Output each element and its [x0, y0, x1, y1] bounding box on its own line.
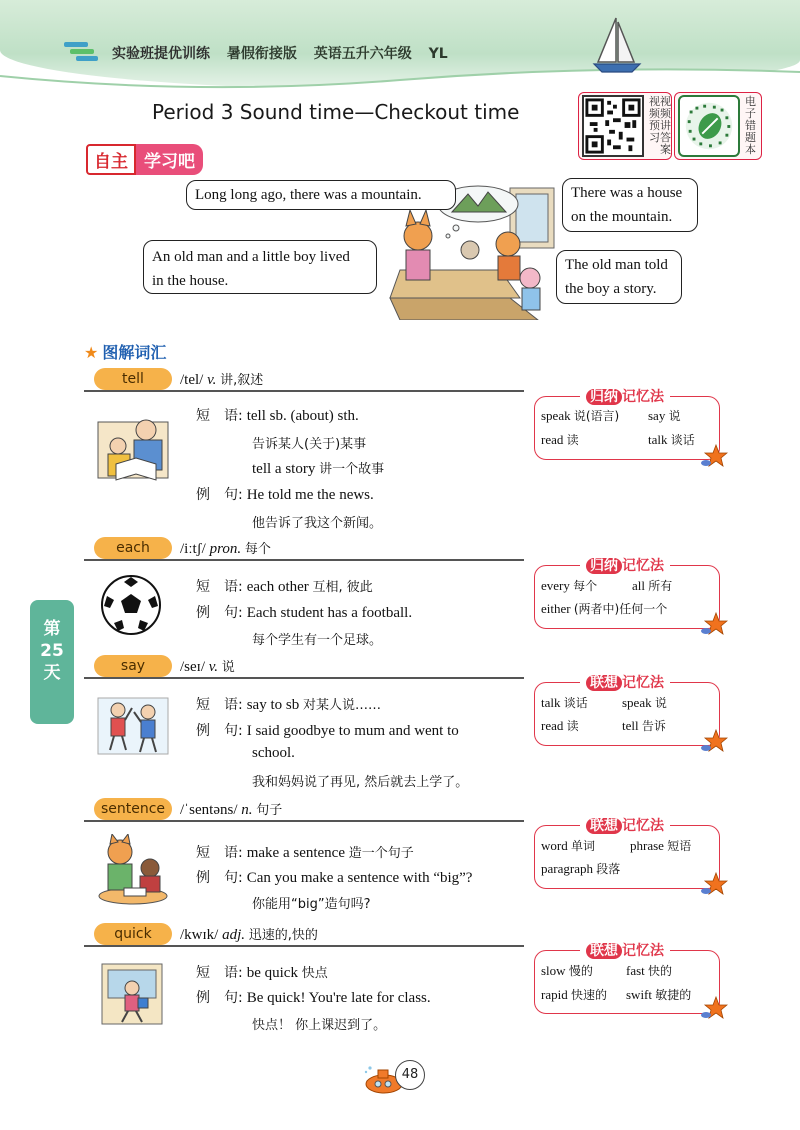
memory-en: talk [648, 432, 668, 447]
memory-item [541, 962, 593, 979]
memory-box-title [580, 555, 670, 575]
memory-item [626, 962, 672, 979]
example-line [196, 484, 374, 504]
word-tag-tell: tell [94, 368, 172, 390]
memory-title-rest: 记忆法 [622, 818, 664, 834]
day-tab-number: 25 [40, 641, 64, 661]
vocab-section-title: 图解词汇 [102, 343, 167, 362]
phrase-en: be quick [246, 965, 298, 981]
memory-title-highlight: 归纳 [586, 389, 622, 405]
memory-item [541, 694, 588, 711]
memory-en: talk [541, 695, 561, 710]
header-text [112, 43, 460, 63]
memory-cn: 说(语言) [573, 409, 620, 423]
phrase-en: say to sb [246, 697, 300, 713]
star-icon: ★ [84, 343, 99, 362]
header-subject: 英语五升六年级 [313, 46, 412, 62]
phonetic: /kwɪk/ [180, 927, 219, 943]
phrase-cn: 互相, 彼此 [312, 580, 373, 595]
word-tag-each: each [94, 537, 172, 559]
memory-en: read [541, 718, 564, 733]
part-of-speech: adj. [222, 927, 246, 943]
example-cn: 我和妈妈说了再见, 然后就去上学了。 [252, 775, 469, 790]
memory-item [541, 407, 619, 424]
memory-en: either [541, 601, 571, 616]
speech-bubble-1 [186, 180, 456, 210]
memory-title-rest: 记忆法 [622, 943, 664, 959]
memory-title-highlight: 联想 [586, 675, 622, 691]
meaning: 迅速的,快的 [248, 928, 318, 943]
phrase-label: 短 语: [196, 579, 243, 595]
memory-title-highlight: 联想 [586, 818, 622, 834]
example-en: Each student has a football. [246, 605, 413, 621]
example-en: He told me the news. [246, 487, 374, 503]
example-cn: 每个学生有一个足球。 [252, 633, 383, 648]
memory-cn: 段落 [596, 862, 621, 876]
phrase-line [196, 405, 359, 425]
example-label: 例 句: [196, 487, 243, 503]
word-definition [180, 799, 282, 819]
phrase-label: 短 语: [196, 845, 243, 861]
memory-box-title [580, 940, 670, 960]
memory-box-title [580, 672, 670, 692]
day-tab-line3: 天 [43, 663, 61, 683]
qr-code-video-icon[interactable] [582, 95, 644, 157]
word-tag-say: say [94, 655, 172, 677]
word-tag-sentence: sentence [94, 798, 172, 820]
memory-item [626, 986, 691, 1003]
example-line [196, 867, 472, 887]
memory-cn: 读 [566, 719, 579, 733]
word-definition [180, 924, 318, 944]
star-shell-icon [700, 872, 728, 896]
speech-bubble-1-text: Long long ago, there was a mountain. [195, 187, 422, 203]
study-badge-part1: 自主 [86, 144, 136, 175]
phonetic: /ˈsentəns/ [180, 802, 238, 818]
phrase-label: 短 语: [196, 408, 243, 424]
star-shell-icon [700, 612, 728, 636]
memory-title-highlight: 联想 [586, 943, 622, 959]
star-shell-icon [700, 996, 728, 1020]
example-line [196, 987, 431, 1007]
meaning: 每个 [244, 542, 271, 557]
word-divider [84, 559, 524, 561]
header-brand: 实验班提优训练 [112, 46, 210, 62]
memory-item [622, 694, 667, 711]
memory-item [541, 860, 620, 877]
phrase-label: 短 语: [196, 697, 243, 713]
star-shell-icon [700, 444, 728, 468]
header-edition: 暑假衔接版 [226, 46, 297, 62]
memory-box-title [580, 386, 670, 406]
memory-item [622, 717, 666, 734]
memory-cn: 敏捷的 [655, 988, 692, 1002]
example-line [196, 720, 459, 740]
meaning: 说 [221, 660, 235, 675]
memory-item [541, 717, 579, 734]
word-tag-quick: quick [94, 923, 172, 945]
memory-cn: 谈话 [670, 433, 695, 447]
phrase-en: tell sb. (about) sth. [246, 408, 359, 424]
phrase-en: each other [246, 579, 309, 595]
memory-en: word [541, 838, 568, 853]
cat-writing-illustration [96, 834, 170, 906]
memory-en: read [541, 432, 564, 447]
day-side-tab-text [30, 618, 74, 684]
phrase-line [196, 842, 414, 862]
memory-cn: 所有 [648, 579, 673, 593]
sailboat-icon [588, 14, 646, 76]
example-en: Can you make a sentence with “big”? [246, 870, 473, 886]
memory-en: fast [626, 963, 645, 978]
football-illustration [100, 574, 162, 636]
qr-label-preview: 视频预习 [649, 95, 660, 144]
phonetic: /tel/ [180, 372, 204, 388]
page-number: 48 [395, 1060, 425, 1090]
meaning: 讲,叙述 [220, 373, 264, 388]
word-divider [84, 820, 524, 822]
phrase-en: make a sentence [246, 845, 345, 861]
phrase-cn: 造一个句子 [348, 846, 414, 861]
memory-item [541, 431, 579, 448]
memory-en: say [648, 408, 666, 423]
kids-waving-illustration [96, 694, 170, 756]
part-of-speech: v. [208, 659, 219, 675]
memory-item [648, 431, 695, 448]
phonetic: /seɪ/ [180, 659, 205, 675]
word-divider [84, 390, 524, 392]
speech-bubble-4-line1: The old man told [565, 257, 668, 273]
memory-cn: 慢的 [568, 964, 593, 978]
phrase-cn: 快点 [301, 966, 328, 981]
example-cn: 快点！ 你上课迟到了。 [252, 1018, 387, 1033]
study-section-badge [86, 145, 203, 173]
page-title: Period 3 Sound time—Checkout time [152, 100, 520, 124]
memory-title-highlight: 归纳 [586, 558, 622, 574]
word-definition [180, 369, 263, 389]
memory-en: phrase [630, 838, 664, 853]
brand-logo-icon [62, 40, 102, 62]
memory-en: speak [622, 695, 652, 710]
phrase-cn: 告诉某人(关于)某事 [252, 437, 367, 452]
header-publisher: YL [428, 46, 448, 62]
memory-box-title [580, 815, 670, 835]
word-divider [84, 677, 524, 679]
memory-en: swift [626, 987, 652, 1002]
speech-bubble-2-line1: There was a house [571, 185, 683, 201]
example-en: Be quick! You're late for class. [246, 990, 431, 1006]
example-cn: 他告诉了我这个新闻。 [252, 516, 383, 531]
phrase-cn: 对某人说…… [302, 698, 381, 713]
memory-en: speak [541, 408, 571, 423]
star-shell-icon [700, 729, 728, 753]
phrase-en: tell a story [252, 461, 316, 477]
memory-item [632, 577, 672, 594]
memory-item [541, 577, 597, 594]
memory-cn: 短语 [667, 839, 692, 853]
example-label: 例 句: [196, 723, 243, 739]
late-for-class-illustration [100, 962, 164, 1026]
word-definition [180, 538, 271, 558]
vocab-section-header [84, 340, 166, 363]
qr-code-error-book-icon[interactable] [678, 95, 740, 157]
word-divider [84, 945, 524, 947]
phrase-cn: 讲一个故事 [319, 462, 385, 477]
memory-cn: 说 [654, 696, 667, 710]
memory-cn: 告诉 [641, 719, 666, 733]
memory-en: all [632, 578, 645, 593]
memory-cn: 单词 [570, 839, 595, 853]
part-of-speech: v. [207, 372, 217, 388]
study-badge-part2: 学习吧 [136, 144, 203, 175]
example-line [196, 602, 412, 622]
memory-title-rest: 记忆法 [622, 558, 664, 574]
part-of-speech: pron. [209, 541, 242, 557]
speech-bubble-2-line2: on the mountain. [571, 209, 673, 225]
memory-cn: 说 [668, 409, 681, 423]
day-tab-line1: 第 [43, 619, 61, 639]
speech-bubble-4-line2: the boy a story. [565, 281, 657, 297]
qr-label-answers: 视频讲答案 [660, 95, 671, 156]
memory-item [541, 837, 595, 854]
phrase-line [196, 576, 373, 596]
example-label: 例 句: [196, 990, 243, 1006]
memory-cn: 每个 [573, 579, 598, 593]
memory-cn: 读 [566, 433, 579, 447]
memory-cn: 谈话 [563, 696, 588, 710]
reading-story-illustration [96, 408, 174, 488]
example-label: 例 句: [196, 605, 243, 621]
memory-cn: (两者中)任何一个 [573, 602, 668, 616]
speech-bubble-3-line2: in the house. [152, 273, 229, 289]
memory-item [541, 986, 607, 1003]
meaning: 句子 [256, 803, 283, 818]
memory-item [541, 600, 667, 617]
memory-en: rapid [541, 987, 568, 1002]
speech-bubble-2 [562, 178, 698, 232]
memory-en: every [541, 578, 570, 593]
part-of-speech: n. [241, 802, 253, 818]
memory-item [630, 837, 691, 854]
phrase-line-2 [252, 458, 384, 478]
memory-en: slow [541, 963, 566, 978]
phonetic: /iːtʃ/ [180, 541, 206, 557]
speech-bubble-3-line1: An old man and a little boy lived [152, 249, 350, 265]
example-en: I said goodbye to mum and went to [246, 723, 459, 739]
memory-title-rest: 记忆法 [622, 389, 664, 405]
memory-item [648, 407, 681, 424]
phrase-line [196, 694, 381, 714]
memory-title-rest: 记忆法 [622, 675, 664, 691]
memory-cn: 快速的 [570, 988, 607, 1002]
word-definition [180, 656, 235, 676]
speech-bubble-3 [143, 240, 377, 294]
phrase-label: 短 语: [196, 965, 243, 981]
memory-cn: 快的 [648, 964, 673, 978]
example-cn: 你能用“big”造句吗? [252, 897, 371, 912]
phrase-line [196, 962, 328, 982]
qr-label-error-book: 电子错题本 [745, 95, 756, 156]
example-en-continued: school. [252, 745, 295, 761]
memory-en: paragraph [541, 861, 593, 876]
speech-bubble-4 [556, 250, 682, 304]
memory-en: tell [622, 718, 639, 733]
example-label: 例 句: [196, 870, 243, 886]
